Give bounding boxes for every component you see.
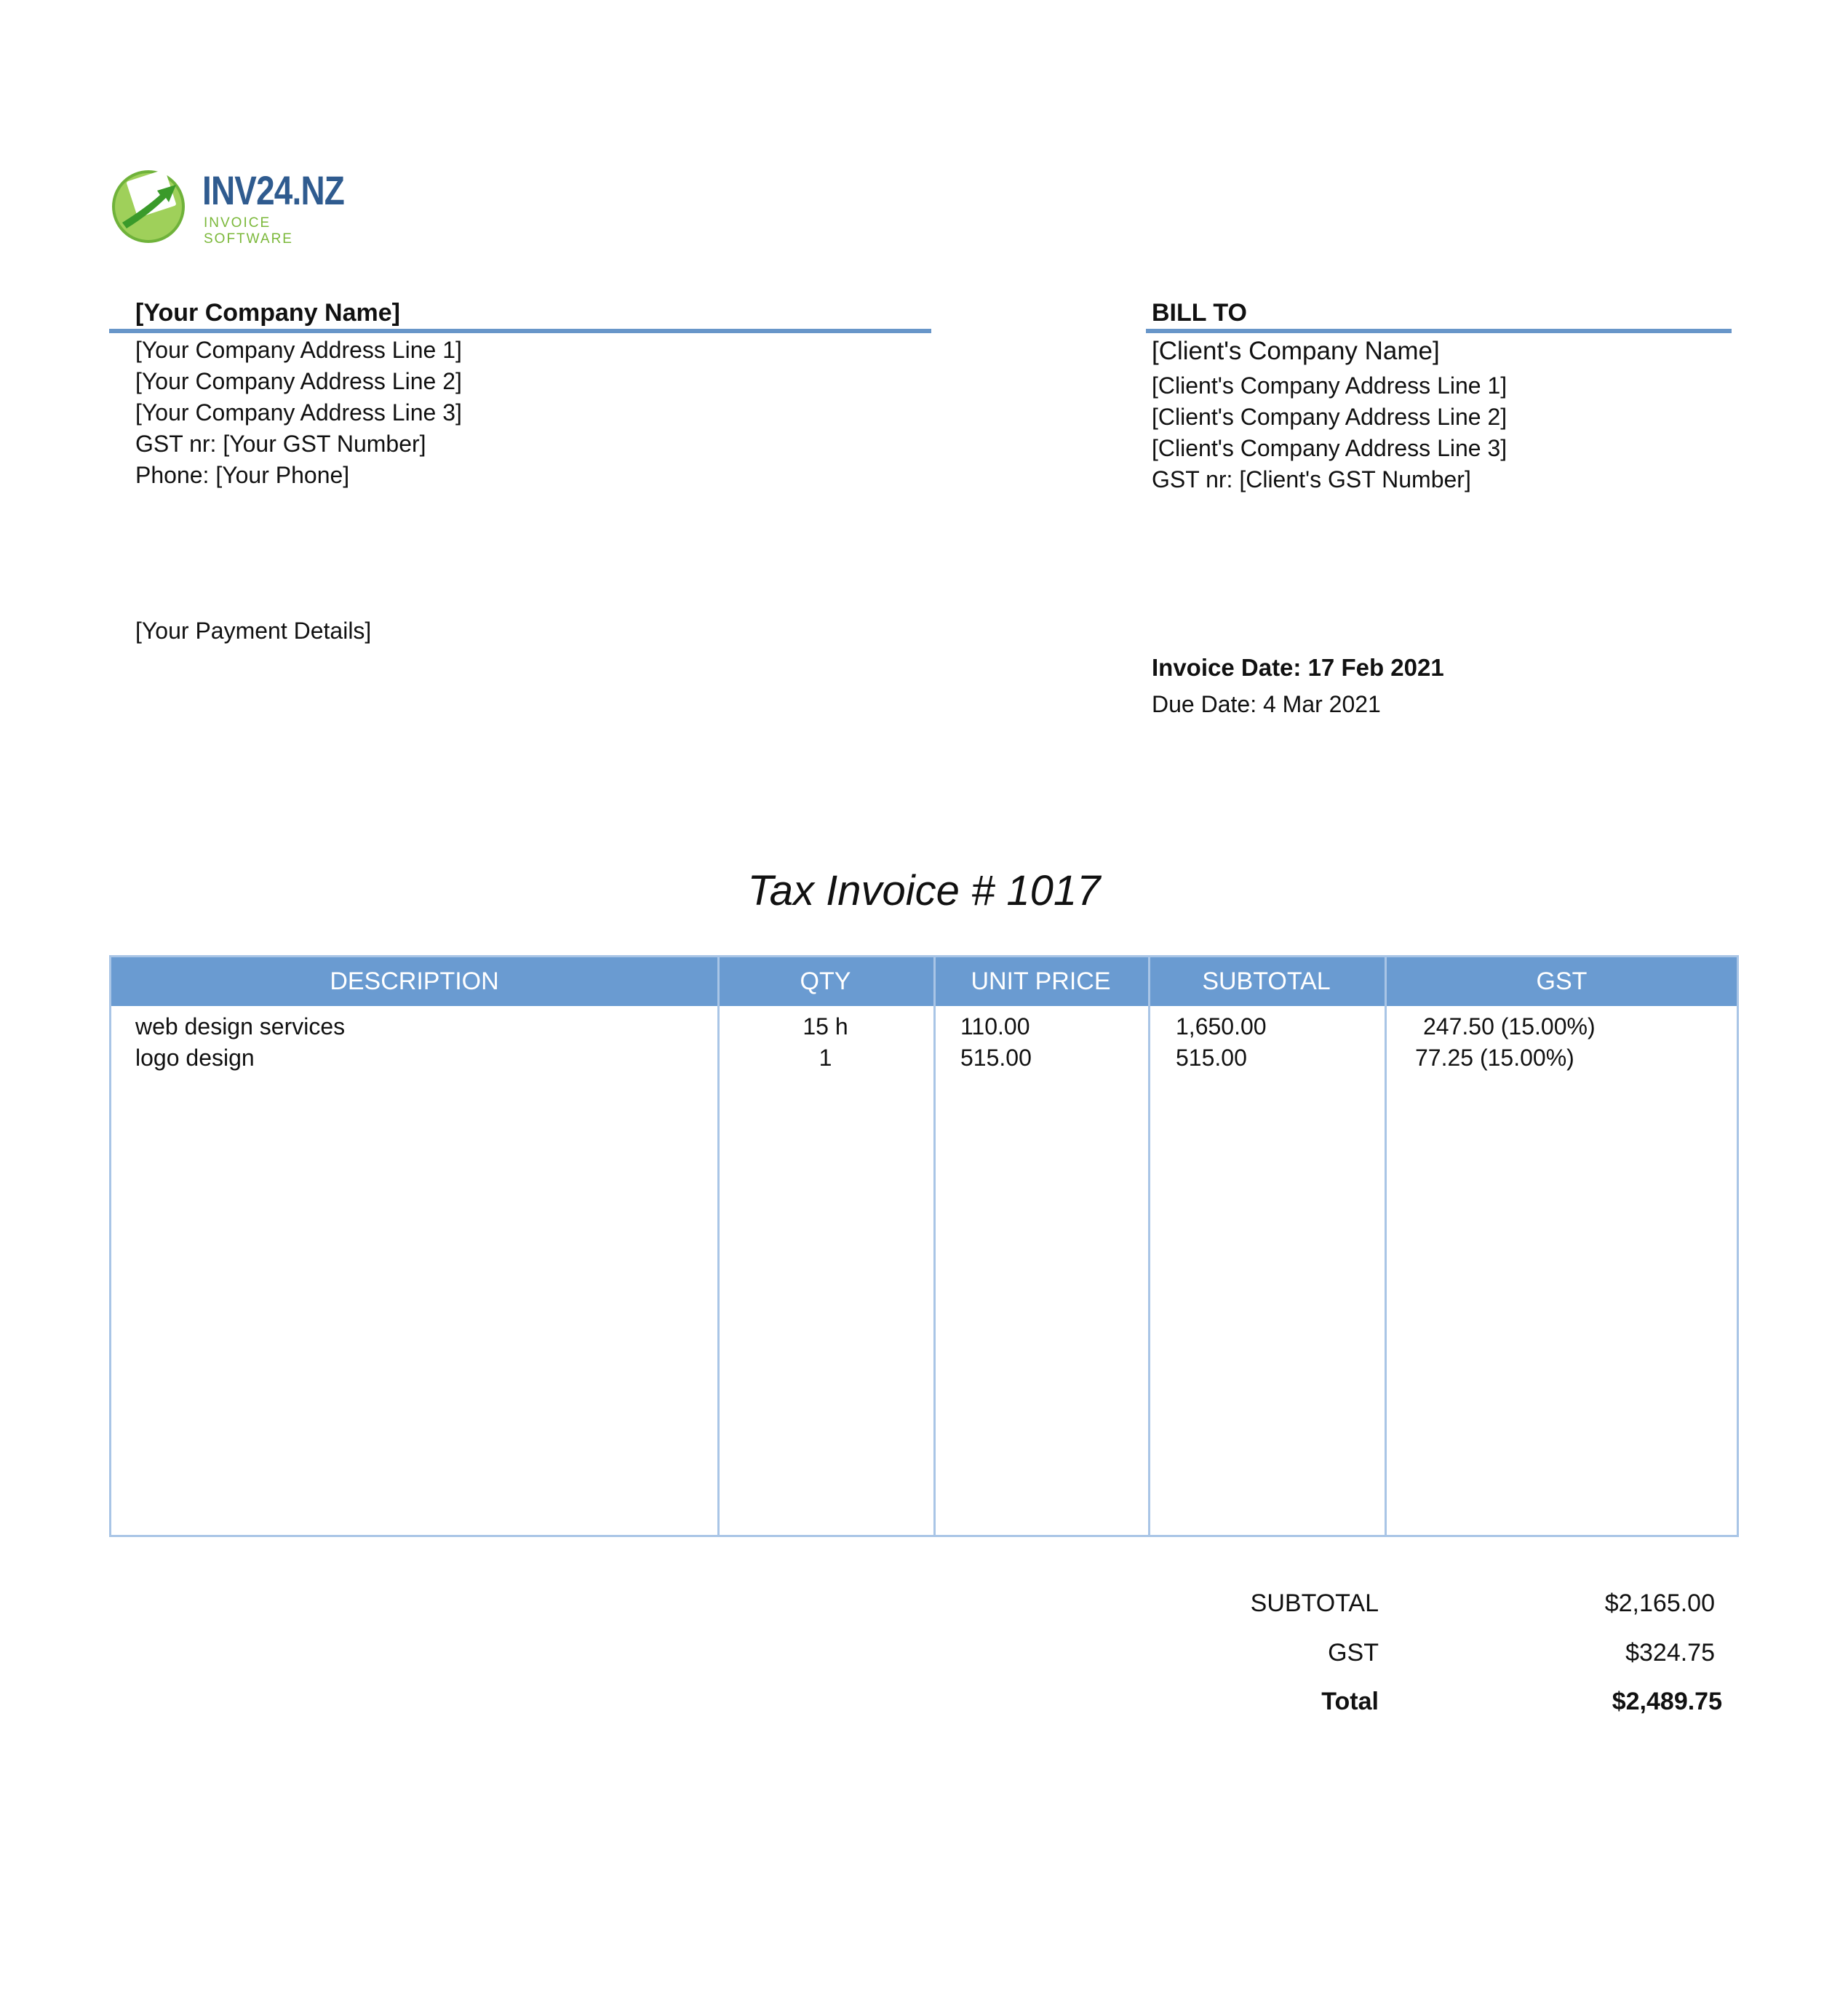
logo-tagline: INVOICE SOFTWARE [204, 215, 293, 247]
invoice-title: Tax Invoice # 1017 [747, 867, 1101, 914]
column-divider [1148, 957, 1150, 1535]
column-divider [933, 957, 936, 1535]
client-gst: GST nr: [Client's GST Number] [1152, 466, 1471, 492]
gst-label: GST [1328, 1639, 1379, 1667]
row-1-unit-price: 110.00 [960, 1013, 1030, 1040]
row-1-gst: 247.50 (15.00%) [1423, 1013, 1596, 1040]
total-label: Total [1321, 1688, 1379, 1715]
due-date: Due Date: 4 Mar 2021 [1152, 691, 1381, 717]
seller-phone: Phone: [Your Phone] [135, 462, 350, 488]
row-2-gst: 77.25 (15.00%) [1415, 1045, 1574, 1071]
subtotal-label: SUBTOTAL [1250, 1589, 1379, 1617]
logo-brand: INV24.NZ [202, 167, 345, 213]
client-address-1: [Client's Company Address Line 1] [1152, 372, 1508, 399]
header-subtotal: SUBTOTAL [1202, 967, 1331, 995]
row-2-qty: 1 [819, 1045, 832, 1071]
row-2-unit-price: 515.00 [960, 1045, 1032, 1071]
header-description: DESCRIPTION [330, 967, 499, 995]
row-2-description: logo design [135, 1045, 255, 1071]
row-1-subtotal: 1,650.00 [1176, 1013, 1267, 1040]
seller-address-2: [Your Company Address Line 2] [135, 368, 462, 394]
bill-to-rule [1146, 329, 1732, 333]
company-logo [109, 159, 357, 246]
payment-details: [Your Payment Details] [135, 618, 372, 644]
invoice-date: Invoice Date: 17 Feb 2021 [1152, 654, 1444, 681]
seller-name: [Your Company Name] [135, 299, 400, 327]
header-qty: QTY [800, 967, 851, 995]
row-1-description: web design services [135, 1013, 346, 1040]
row-1-qty: 15 h [802, 1013, 848, 1040]
client-address-2: [Client's Company Address Line 2] [1152, 404, 1508, 430]
header-gst: GST [1536, 967, 1588, 995]
subtotal-value: $2,165.00 [1604, 1589, 1715, 1617]
seller-rule [109, 329, 931, 333]
seller-address-3: [Your Company Address Line 3] [135, 399, 462, 426]
seller-address-1: [Your Company Address Line 1] [135, 337, 462, 363]
items-table [109, 955, 1739, 1537]
gst-value: $324.75 [1625, 1639, 1715, 1667]
header-unit-price: UNIT PRICE [971, 967, 1111, 995]
logo-mark-icon [109, 166, 191, 243]
column-divider [1385, 957, 1387, 1535]
seller-gst: GST nr: [Your GST Number] [135, 431, 426, 457]
client-name: [Client's Company Name] [1152, 337, 1440, 365]
bill-to-heading: BILL TO [1152, 299, 1247, 327]
total-value: $2,489.75 [1612, 1688, 1722, 1715]
row-2-subtotal: 515.00 [1176, 1045, 1247, 1071]
client-address-3: [Client's Company Address Line 3] [1152, 435, 1508, 461]
